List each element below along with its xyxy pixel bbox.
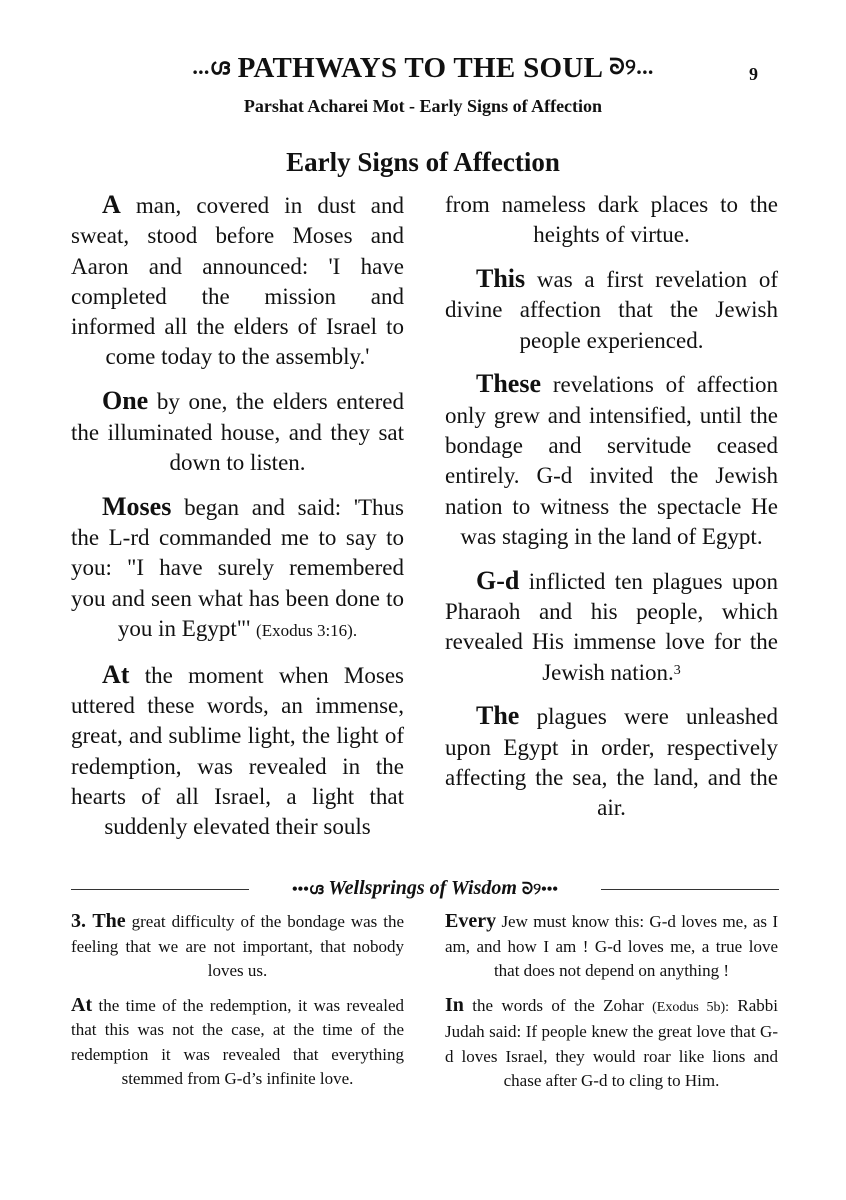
footnote-lead: Every [445, 910, 497, 932]
paragraph [71, 190, 404, 373]
lead-word: Moses [102, 491, 172, 521]
footnote-divider [71, 878, 779, 900]
paragraph [71, 492, 404, 646]
page-header [0, 52, 846, 92]
ornament-left-icon: ...ഗ്ദ [192, 54, 230, 79]
running-title [0, 52, 846, 85]
footnote-citation: (Exodus 5b): [652, 999, 730, 1015]
footnote-text: the time of the redemption, it was revealed that this was not the case, at the time of the redemption it was revealed that everything stemmed from G-d’s infinite love. [71, 995, 404, 1088]
footnotes-right [445, 909, 778, 1103]
book-title: PATHWAYS TO THE SOUL [237, 52, 602, 84]
paragraph-text: man, covered in dust and sweat, stood before Moses and Aaron and announced: 'I have completed the mission and informed all the elders of Israel to come today to the assembly.' [71, 193, 404, 370]
paragraph-text: revelations of affection only grew and intensified, until the bondage and servitude ceased entirely. G-d invited the Jewish nation to witness the spectacle He was staging in the land of Egypt. [445, 372, 778, 549]
paragraph-text: the moment when Moses uttered these words, an immense, great, and sublime light, the light of redemption, was revealed in the hearts of all Israel, a light that suddenly elevated their souls [71, 662, 404, 840]
footnote-paragraph [71, 993, 404, 1092]
left-column [71, 190, 404, 856]
footnote-paragraph [445, 909, 778, 984]
paragraph [71, 386, 404, 478]
footnote-marker: 3 [673, 662, 681, 678]
footnote-text: Jew must know this: G-d loves me, as I am, and how I am ! G-d loves me, a true love that does not depend on anything ! [445, 912, 778, 980]
paragraph [445, 701, 778, 823]
paragraph [445, 264, 778, 356]
lead-word: G-d [476, 565, 520, 595]
paragraph-continuation: from nameless dark places to the heights of virtue. [445, 192, 778, 248]
divider-line-right [601, 889, 779, 890]
divider-ornament-left-icon: •••ഗ്ദ [292, 881, 324, 898]
lead-word: This [476, 264, 526, 294]
paragraph-text: began and said: 'Thus the L-rd commanded me to say to you: "I have surely remembered you and seen what has been done to you in Egypt"' [71, 494, 404, 641]
paragraph-text: plagues were unleashed upon Egypt in order, respectively affecting the sea, the land, and the air. [445, 704, 778, 821]
footnote-text: the words of the Zohar [463, 995, 653, 1015]
footnote-text: great difficulty of the bondage was the feeling that we are not important, that nobody loves us. [71, 912, 405, 980]
divider-ornament-right-icon: ᘐ୨••• [521, 881, 558, 898]
page-number: 9 [749, 64, 758, 84]
lead-word: A [102, 190, 121, 219]
footnote-lead: In [445, 993, 464, 1016]
section-subtitle: Parshat Acharei Mot - Early Signs of Affection [243, 96, 603, 116]
divider-title: Wellsprings of Wisdom [328, 877, 517, 899]
lead-word: These [476, 369, 541, 399]
paragraph [71, 660, 404, 843]
ornament-right-icon: ᘐ୨... [609, 54, 654, 79]
footnote-lead: 3. The [71, 910, 126, 932]
lead-word: One [102, 386, 149, 416]
footnote-paragraph [445, 993, 778, 1094]
paragraph-text: was a first revelation of divine affection that the Jewish people experienced. [445, 267, 778, 353]
paragraph-text: inflicted ten plagues upon Pharaoh and his people, which revealed His immense love for the Jewish nation. [445, 568, 778, 685]
footnote-text: Rabbi Judah said: If people knew the great love that G-d loves Israel, they would roar like lions and chase after G-d to cling to Him. [445, 995, 779, 1090]
paragraph-text: by one, the elders entered the illuminated house, and they sat down to listen. [71, 389, 404, 475]
lead-word: The [476, 701, 520, 731]
article-title: Early Signs of Affection [286, 147, 560, 177]
lead-word: At [102, 659, 130, 689]
footnotes-left [71, 909, 404, 1101]
citation: (Exodus 3:16). [256, 620, 358, 640]
paragraph [445, 566, 778, 688]
footnote-paragraph [71, 909, 404, 984]
paragraph [445, 369, 778, 552]
footnote-lead: At [71, 993, 93, 1016]
right-column [445, 190, 778, 837]
